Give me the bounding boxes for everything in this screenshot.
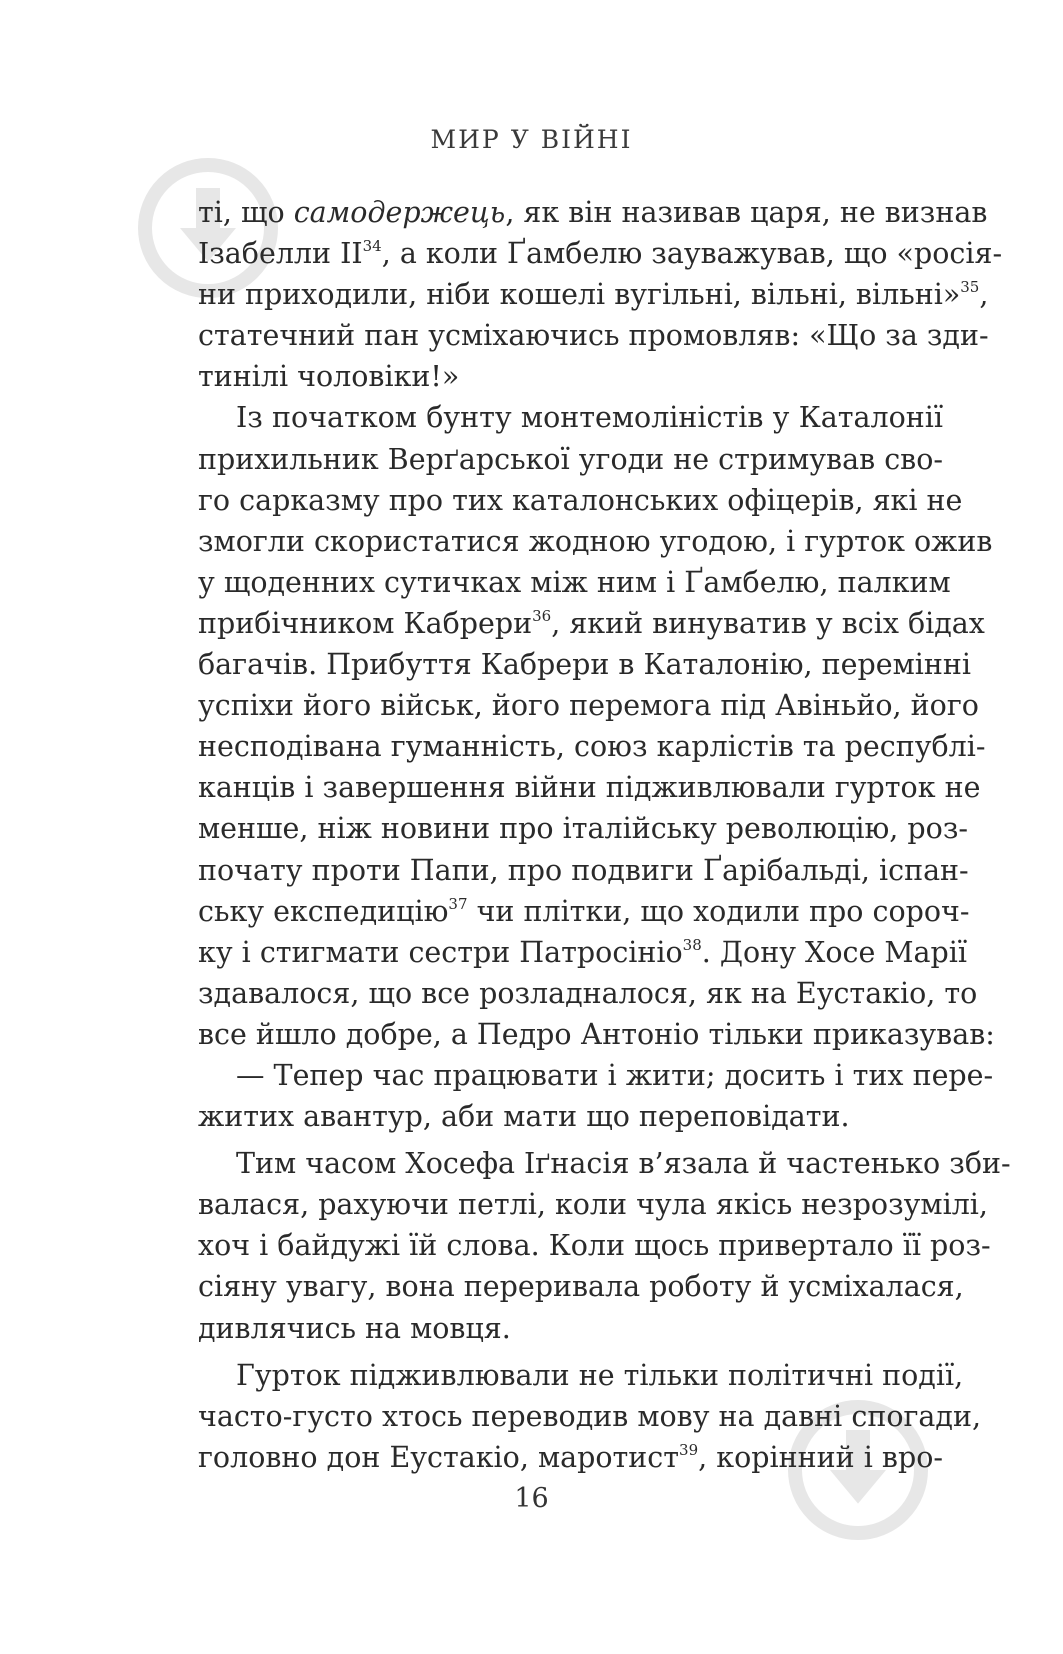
text-line: ті, що самодержець, як він називав царя, не визнав bbox=[198, 196, 988, 229]
footnote-ref[interactable]: 36 bbox=[532, 606, 552, 625]
text-line: Тим часом Хосефа Іґнасія в’язала й частенько зби- bbox=[236, 1147, 1011, 1181]
footnote-ref[interactable]: 37 bbox=[448, 894, 468, 913]
text-line: часто-густо хтось переводив мову на давні спогади, bbox=[198, 1399, 981, 1433]
text-line: ку і стигмати сестри Патросініо$^{38}$. Дону Хосе Марії bbox=[198, 935, 968, 969]
text-line: несподівана гуманність, союз карлістів та республі- bbox=[198, 730, 986, 764]
text-line: здавалося, що все розладналося, як на Еустакіо, то bbox=[198, 976, 978, 1010]
text-line: Із початком бунту монтемоліністів у Каталонії bbox=[236, 401, 943, 435]
text-line: житих авантур, аби мати що переповідати. bbox=[198, 1100, 850, 1134]
text-line: головно дон Еустакіо, маротист$^{39}$, корінний і вро- bbox=[198, 1440, 943, 1474]
text-line: прихильник Верґарської угоди не стримував сво- bbox=[198, 442, 943, 476]
text-line: ську експедицію$^{37}$ чи плітки, що ходили про сороч- bbox=[198, 894, 970, 928]
page-body bbox=[198, 192, 1011, 1478]
text-line: успіхи його військ, його перемога під Авіньйо, його bbox=[198, 689, 979, 723]
text-line: Ізабелли ІІ$^{34}$, а коли Ґамбелю зауважував, що «росія- bbox=[198, 237, 1003, 271]
text-line: прибічником Кабрери$^{36}$, який винуватив у всіх бідах bbox=[198, 606, 985, 640]
text-line: все йшло добре, а Педро Антоніо тільки приказував: bbox=[198, 1017, 995, 1051]
text-line: канців і завершення війни підживлювали гурток не bbox=[198, 771, 981, 805]
footnote-ref[interactable]: 35 bbox=[960, 278, 980, 297]
text-line: статечний пан усміхаючись промовляв: «Що за зди- bbox=[198, 319, 989, 353]
footnote-ref[interactable]: 34 bbox=[362, 237, 382, 256]
text-line: дивлячись на мовця. bbox=[198, 1311, 511, 1345]
text-line: ни приходили, ніби кошелі вугільні, вільні, вільні»$^{35}$, bbox=[198, 278, 989, 312]
text-line: го сарказму про тих каталонських офіцерів, які не bbox=[198, 483, 963, 517]
footnote-ref[interactable]: 39 bbox=[679, 1440, 699, 1459]
text-line: сіяну увагу, вона переривала роботу й усміхалася, bbox=[198, 1270, 964, 1304]
text-line: у щоденних сутичках між ним і Ґамбелю, палким bbox=[198, 565, 951, 599]
text-line: багачів. Прибуття Кабрери в Каталонію, перемінні bbox=[198, 648, 971, 682]
footnote-ref[interactable]: 38 bbox=[682, 935, 702, 954]
text-line: почату проти Папи, про подвиги Ґарібальді, іспан- bbox=[198, 853, 969, 887]
running-title: МИР У ВІЙНІ bbox=[430, 125, 633, 154]
text-line: хоч і байдужі їй слова. Коли щось привертало її роз- bbox=[198, 1229, 991, 1263]
text-line: Гурток підживлювали не тільки політичні події, bbox=[236, 1358, 964, 1392]
page-number: 16 bbox=[514, 1483, 549, 1514]
text-line: валася, рахуючи петлі, коли чула якісь незрозумілі, bbox=[198, 1188, 988, 1222]
text-line: змогли скористатися жодною угодою, і гурток ожив bbox=[198, 524, 993, 558]
text-line: тинілі чоловіки!» bbox=[198, 360, 460, 394]
text-line: — Тепер час працювати і жити; досить і тих пере- bbox=[236, 1058, 994, 1092]
text-line: менше, ніж новини про італійську революцію, роз- bbox=[198, 812, 968, 846]
